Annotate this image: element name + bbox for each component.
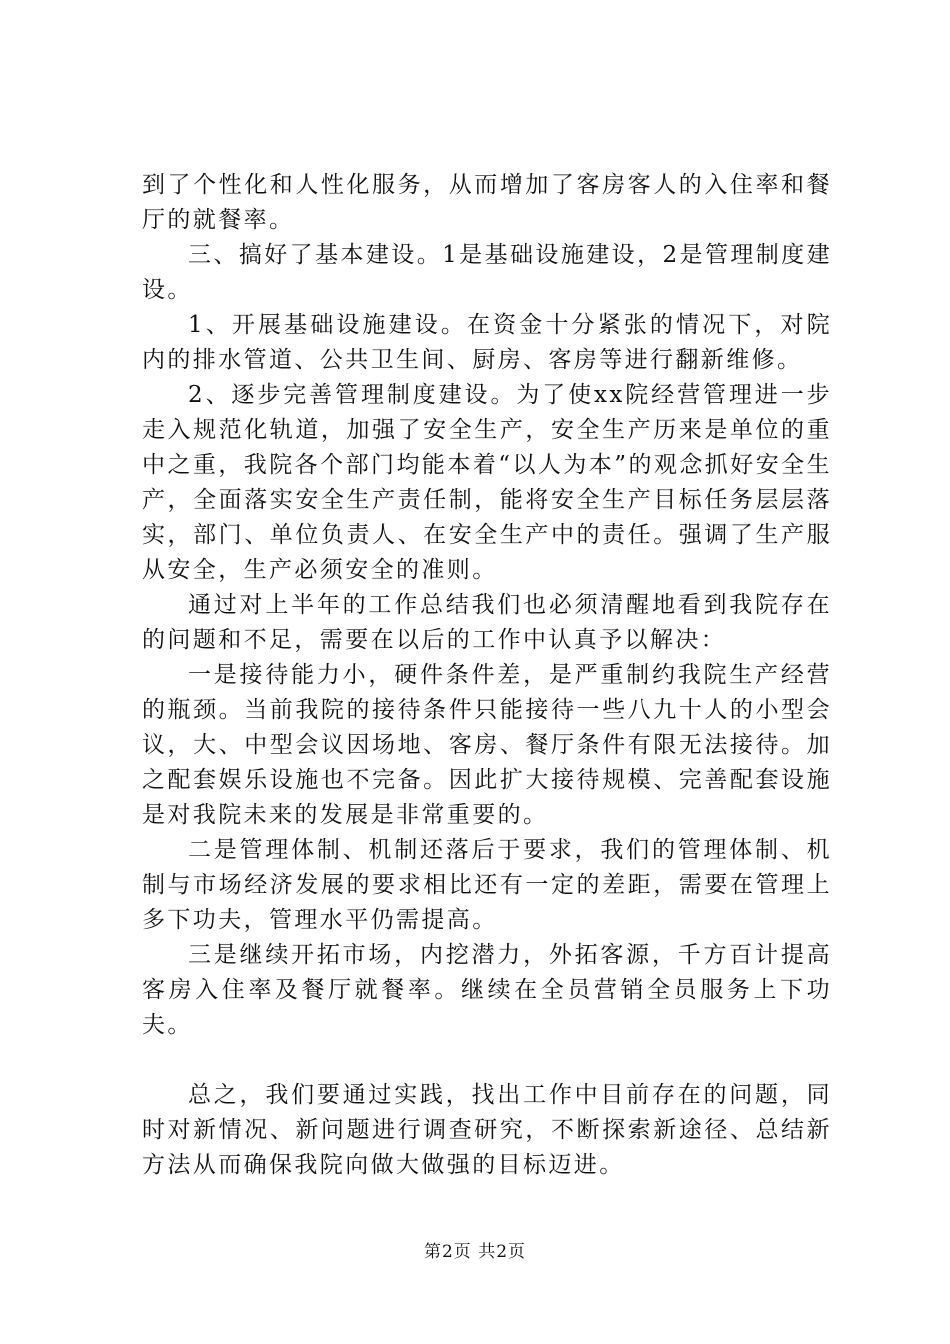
paragraph-continued: 到了个性化和人性化服务，从而增加了客房客人的入住率和餐厅的就餐率。: [142, 172, 832, 233]
paragraph-spacer: [142, 1043, 832, 1078]
paragraph-conclusion: 总之，我们要通过实践，找出工作中目前存在的问题，同时对新情况、新问题进行调查研究，不断探索新途径、总结新方法从而确保我院向做大做强的目标迈进。: [142, 1082, 832, 1178]
paragraph-problem-one: 一是接待能力小，硬件条件差，是严重制约我院生产经营的瓶颈。当前我院的接待条件只能接待一些八九十人的小型会议，大、中型会议因场地、客房、餐厅条件有限无法接待。加之配套娱乐设施也不完备。因此扩大接待规模、完善配套设施是对我院未来的发展是非常重要的。: [142, 662, 832, 828]
page-number-footer: 第2页 共2页: [423, 1242, 527, 1262]
paragraph-section-three: 三、搞好了基本建设。1是基础设施建设，2是管理制度建设。: [142, 242, 832, 303]
paragraph-infrastructure: 1、开展基础设施建设。在资金十分紧张的情况下，对院内的排水管道、公共卫生间、厨房、客房等进行翻新维修。: [142, 312, 832, 373]
paragraph-problems-intro: 通过对上半年的工作总结我们也必须清醒地看到我院存在的问题和不足，需要在以后的工作中认真予以解决：: [142, 592, 832, 653]
paragraph-problem-three: 三是继续开拓市场，内挖潜力，外拓客源，千方百计提高客房入住率及餐厅就餐率。继续在全员营销全员服务上下功夫。: [142, 942, 832, 1038]
paragraph-problem-two: 二是管理体制、机制还落后于要求，我们的管理体制、机制与市场经济发展的要求相比还有一定的差距，需要在管理上多下功夫，管理水平仍需提高。: [142, 837, 832, 933]
paragraph-management-system: 2、逐步完善管理制度建设。为了使xx院经营管理进一步走入规范化轨道，加强了安全生产，安全生产历来是单位的重中之重，我院各个部门均能本着“以人为本”的观念抓好安全生产，全面落实安全生产责任制，能将安全生产目标任务层层落实，部门、单位负责人、在安全生产中的责任。强调了生产服从安全，生产必须安全的准则。: [142, 382, 832, 583]
document-body: [142, 168, 832, 1183]
